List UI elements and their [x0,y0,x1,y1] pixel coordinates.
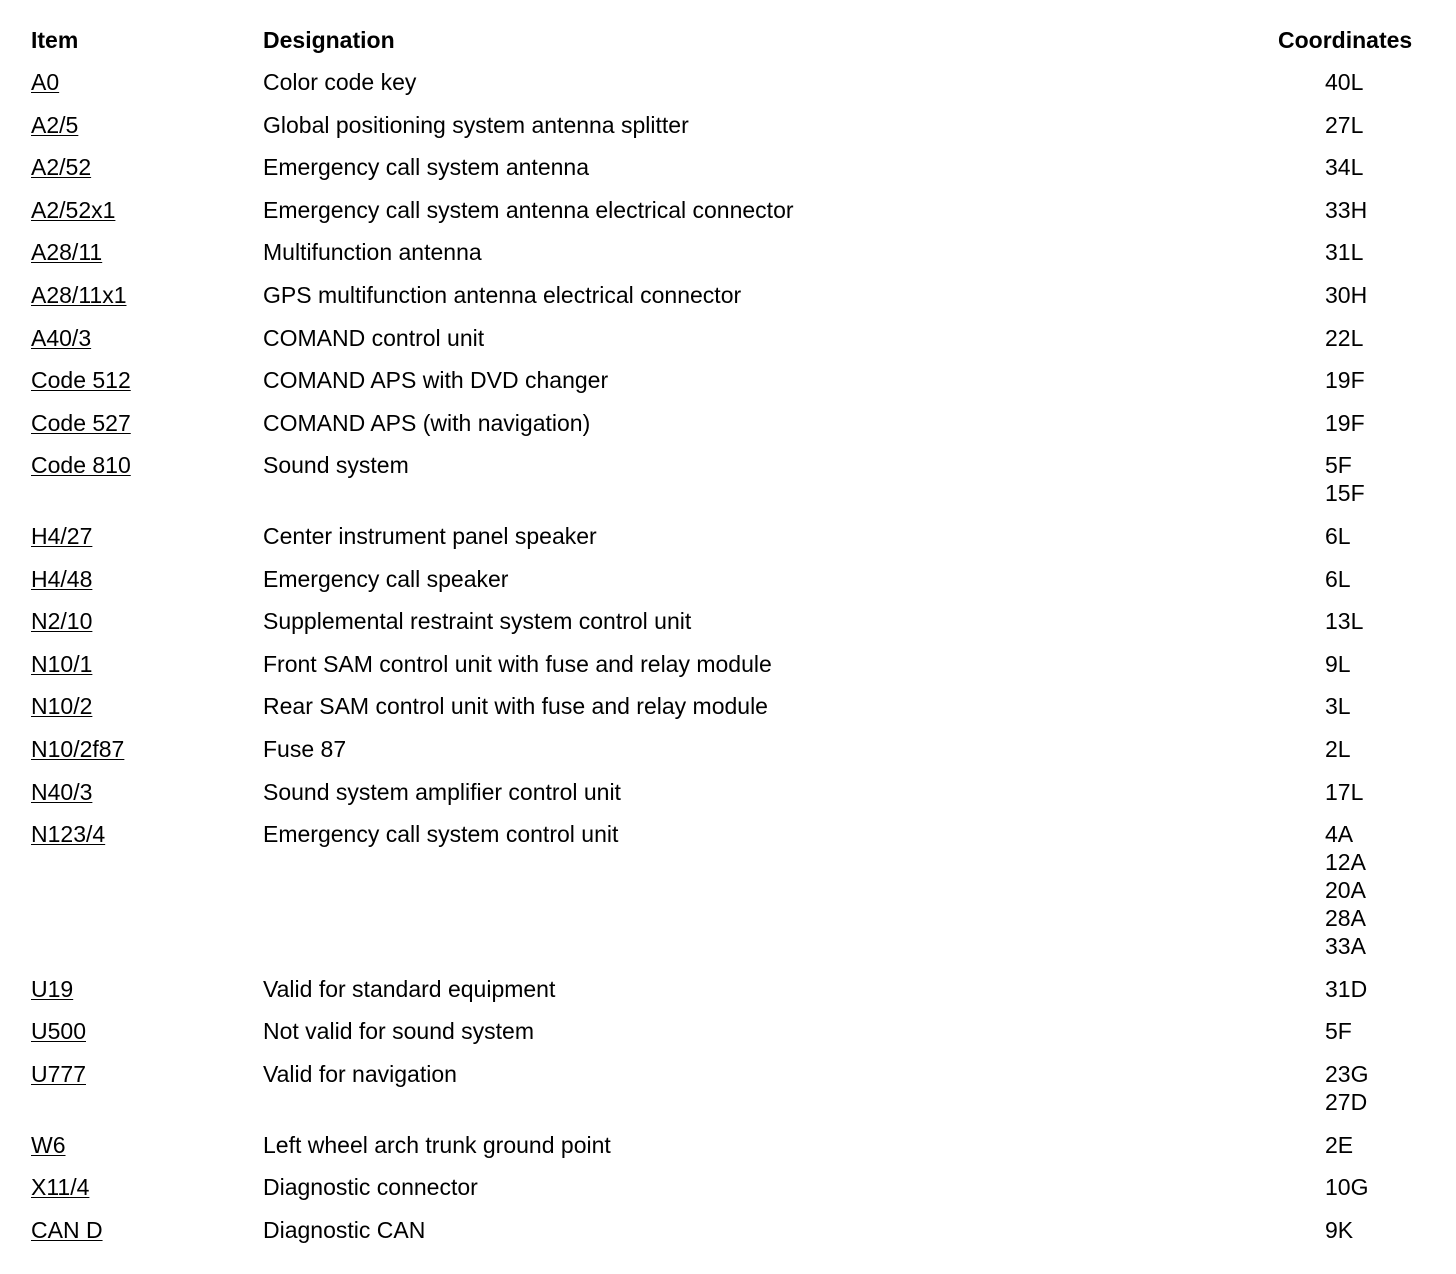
coordinate-value: 27D [1325,1089,1368,1115]
designation-cell: Center instrument panel speaker [263,523,597,549]
coordinate-value: 2E [1325,1131,1354,1158]
coordinate-value: 9K [1325,1216,1354,1243]
designation-cell: Front SAM control unit with fuse and relay module [263,650,772,677]
designation-cell: Fuse 87 [263,736,347,762]
item-cell [31,1131,66,1159]
designation-cell: Sound system amplifier control unit [263,778,621,805]
designation-cell: Emergency call system control unit [263,821,619,848]
coordinate-value: 31L [1325,239,1364,266]
coordinates-cell [1325,1017,1352,1045]
item-link[interactable]: X11/4 [31,1174,90,1201]
coordinates-cell [1325,522,1351,550]
item-link[interactable]: A2/52x1 [31,196,116,223]
item-link[interactable]: U500 [31,1018,86,1045]
designation-cell: GPS multifunction antenna electrical connector [263,282,742,308]
item-link[interactable]: H4/48 [31,565,93,592]
header-coordinates: Coordinates [1278,27,1413,53]
item-cell [31,111,78,139]
coordinate-value: 17L [1325,778,1364,805]
item-link[interactable]: Code 527 [31,409,131,436]
item-cell [31,735,124,763]
item-cell [31,778,92,806]
coordinates-cell [1325,1060,1368,1116]
item-link[interactable]: N123/4 [31,821,106,848]
designation-cell: Emergency call speaker [263,565,509,592]
designation-cell: Diagnostic connector [263,1174,478,1201]
coordinates-cell [1325,281,1367,309]
item-link[interactable]: A28/11x1 [31,282,127,308]
coordinate-value: 34L [1325,154,1364,181]
coordinates-cell [1325,409,1365,437]
item-link[interactable]: A28/11 [31,239,103,266]
designation-cell: Sound system [263,452,409,479]
item-link[interactable]: H4/27 [31,523,93,549]
item-cell [31,324,91,352]
designation-cell: Rear SAM control unit with fuse and relay module [263,693,768,720]
item-cell [31,607,92,635]
designation-cell: Not valid for sound system [263,1018,535,1045]
item-link[interactable]: Code 512 [31,367,131,394]
designation-cell: Emergency call system antenna electrical connector [263,196,794,223]
coordinates-cell [1325,1173,1368,1201]
coordinate-value: 4A [1325,821,1354,848]
coordinates-cell [1325,451,1365,507]
coordinate-value: 23G [1325,1061,1369,1087]
coordinate-value: 13L [1325,608,1364,635]
item-link[interactable]: N2/10 [31,608,93,635]
coordinate-value: 5F [1325,1018,1352,1045]
item-link[interactable]: U19 [31,975,74,1002]
designation-cell: Multifunction antenna [263,239,482,266]
item-cell [31,196,115,224]
item-link[interactable]: U777 [31,1061,86,1087]
designation-cell: Emergency call system antenna [263,154,589,181]
item-cell [31,238,102,266]
coordinate-value: 30H [1325,282,1368,308]
coordinate-value: 20A [1325,877,1366,904]
coordinate-value: 5F [1325,452,1352,479]
coordinate-value: 3L [1325,693,1351,720]
designation-cell: Left wheel arch trunk ground point [263,1131,611,1158]
coordinate-value: 15F [1325,480,1365,507]
designation-cell: COMAND APS with DVD changer [263,367,609,394]
item-cell [31,366,131,394]
coordinate-value: 19F [1325,367,1365,394]
item-cell [31,820,105,848]
coordinates-cell [1325,196,1367,224]
coordinates-cell [1325,975,1367,1003]
coordinates-cell [1325,111,1363,139]
coordinate-value: 33A [1325,933,1366,960]
coordinates-cell [1325,607,1363,635]
item-link[interactable]: A2/5 [31,111,79,138]
coordinates-cell [1325,820,1366,960]
coordinates-cell [1325,153,1363,181]
designation-cell: Valid for standard equipment [263,975,556,1002]
item-cell [31,409,131,437]
coordinates-cell [1325,692,1351,720]
coordinate-value: 2L [1325,736,1351,762]
item-cell [31,975,73,1003]
designation-cell: Global positioning system antenna splitter [263,111,689,138]
header-designation: Designation [263,27,395,53]
item-cell [31,281,126,309]
item-link[interactable]: N10/2 [31,693,93,720]
item-cell [31,1060,86,1088]
designation-cell: Valid for navigation [263,1061,457,1087]
item-cell [31,1173,89,1201]
coordinate-value: 6L [1325,523,1351,549]
item-link[interactable]: A40/3 [31,324,92,351]
item-cell [31,1216,103,1244]
designation-cell: Diagnostic CAN [263,1216,426,1243]
coordinates-cell [1325,565,1351,593]
item-cell [31,565,92,593]
coordinate-value: 10G [1325,1174,1369,1201]
item-link[interactable]: N10/1 [31,650,93,677]
item-cell [31,650,92,678]
coordinates-cell [1325,1216,1353,1244]
item-link[interactable]: N10/2f87 [31,736,125,762]
item-link[interactable]: A2/52 [31,154,92,181]
coordinate-value: 6L [1325,565,1351,592]
item-link[interactable]: Code 810 [31,452,131,479]
coordinates-cell [1325,238,1363,266]
item-link[interactable]: A0 [31,69,60,95]
coordinates-cell [1325,650,1351,678]
coordinate-value: 28A [1325,905,1366,932]
coordinate-value: 31D [1325,975,1368,1002]
item-link[interactable]: CAN D [31,1216,103,1243]
header-item: Item [31,27,79,53]
coordinate-value: 33H [1325,196,1368,223]
item-cell [31,692,92,720]
item-cell [31,522,92,550]
coordinates-cell [1325,366,1365,394]
item-link[interactable]: N40/3 [31,778,93,805]
designation-cell: Color code key [263,69,417,95]
coordinates-cell [1325,68,1363,96]
item-cell [31,68,59,96]
coordinate-value: 27L [1325,111,1364,138]
designation-cell: COMAND APS (with navigation) [263,409,591,436]
coordinates-cell [1325,735,1351,763]
coordinate-value: 22L [1325,324,1364,351]
coordinate-value: 19F [1325,409,1365,436]
item-link[interactable]: W6 [31,1131,66,1158]
item-cell [31,451,131,479]
item-cell [31,153,91,181]
coordinate-value: 40L [1325,69,1364,95]
coordinates-cell [1325,324,1363,352]
designation-cell: Supplemental restraint system control unit [263,608,692,635]
coordinate-value: 9L [1325,650,1351,677]
designation-cell: COMAND control unit [263,324,485,351]
coordinates-cell [1325,1131,1353,1159]
coordinates-cell [1325,778,1363,806]
item-cell [31,1017,86,1045]
coordinate-value: 12A [1325,849,1366,876]
